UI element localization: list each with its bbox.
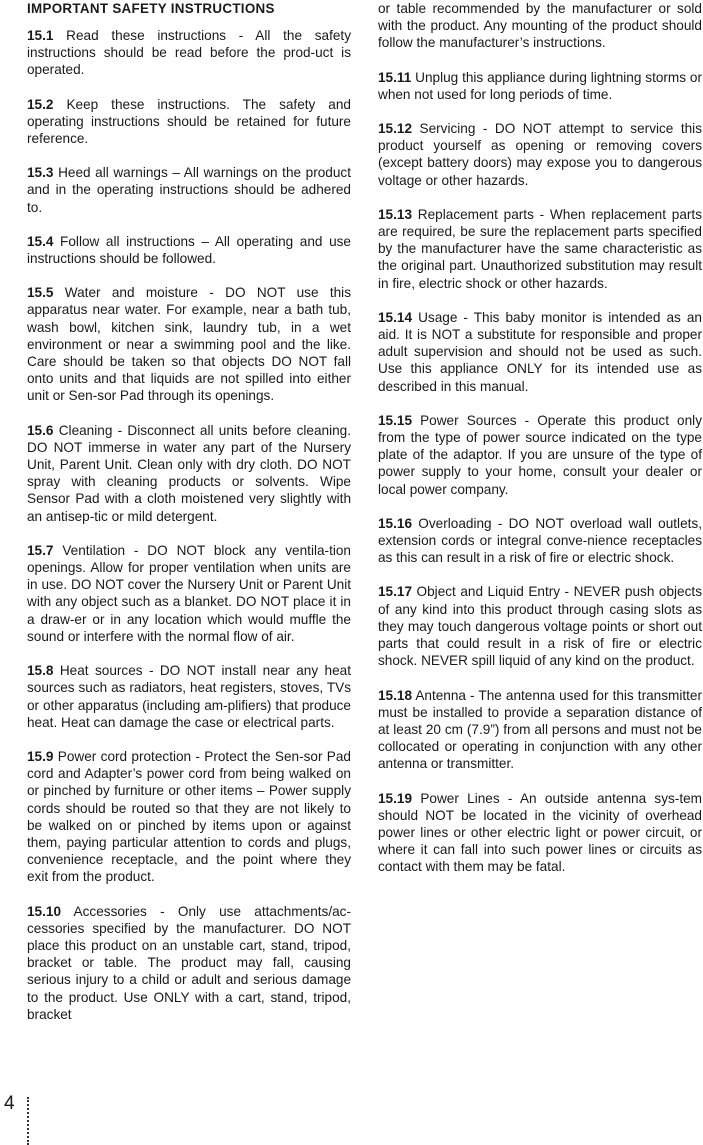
item-text: Usage - This baby monitor is intended as an aid. It is NOT a substitute for responsible and proper adult supervision and should not be used as such. Use this appliance ONLY for its intended use as described in this manual. [378,309,702,394]
item-text: Unplug this appliance during lightning storms or when not used for long periods of time. [378,69,702,102]
item-number: 15.13 [378,206,413,222]
item-text: or table recommended by the manufacturer or sold with the product. Any mounting of the product should follow the manufacturer’s instructions. [378,1,702,51]
instruction-15-7 [27,542,351,645]
instruction-15-11 [378,69,702,103]
item-number: 15.5 [27,285,54,301]
item-text: Heat sources - DO NOT install near any heat sources such as radiators, heat registers, stoves, TVs or other apparatus (including am-plifiers) that produce heat. Heat can damage the case or electrical parts. [27,663,351,730]
item-text: Replacement parts - When replacement parts are required, be sure the replacement parts specified by the manufacturer have the same characteristic as the original part. Unauthorized substitution may result in fire, electric shock or other hazards. [378,206,702,291]
right-column [378,0,702,893]
instruction-15-18 [378,687,702,773]
item-number: 15.12 [378,121,413,137]
instruction-15-16 [378,515,702,567]
item-text: Read these instructions - All the safety instructions should be read before the prod-uct is operated. [27,28,351,78]
item-text: Overloading - DO NOT overload wall outlets, extension cords or integral conve-nience receptacles as this can result in a risk of fire or electric shock. [378,515,702,566]
item-text: Keep these instructions. The safety and operating instructions should be retained for future reference. [27,96,351,147]
item-text: Power cord protection - Protect the Sen-sor Pad cord and Adapter’s power cord from being walked on or pinched by furniture or other items – Power supply cords should be routed so that they are not likely to be walked on or pinched by items upon or against them, paying particular attention to cords and plugs, convenience receptacle, and the point where they exit from the product. [27,748,351,885]
item-number: 15.11 [378,69,412,85]
item-number: 15.19 [378,790,413,806]
instruction-15-10-continued [378,0,702,52]
item-text: Accessories - Only use attachments/ac-cessories specified by the manufacturer. DO NOT place this product on an unstable cart, stand, tripod, bracket or table. The product may fall, causing serious injury to a child or adult and serious damage to the product. Use ONLY with a cart, stand, tripod, bracket [27,903,351,1022]
instruction-15-2 [27,96,351,148]
instruction-15-3 [27,164,351,216]
item-number: 15.10 [27,903,62,919]
left-column [27,0,351,1040]
item-number: 15.1 [27,28,54,43]
instruction-15-15 [378,412,702,498]
item-number: 15.6 [27,422,54,438]
item-text: Servicing - DO NOT attempt to service this product yourself as opening or removing covers (except battery doors) may expose you to dangerous voltage or other hazards. [378,121,702,188]
item-number: 15.18 [378,687,413,703]
instruction-15-10 [27,903,351,1023]
instruction-15-14 [378,309,702,395]
page-heading: IMPORTANT SAFETY INSTRUCTIONS [27,1,275,16]
item-text: Follow all instructions – All operating and use instructions should be followed. [27,233,351,267]
item-number: 15.4 [27,233,54,249]
instruction-15-17 [378,583,702,669]
item-text: Heed all warnings – All warnings on the product and in the operating instructions should be adhered to. [27,165,351,215]
item-text: Water and moisture - DO NOT use this apparatus near water. For example, near a bath tub, wash bowl, kitchen sink, laundry tub, in a wet environment or near a swimming pool and the like. Care should be taken so that objects DO NOT fall onto units and that liquids are not spilled into either unit or Sen-sor Pad through its openings. [27,285,351,404]
item-number: 15.16 [378,515,413,531]
item-text: Antenna - The antenna used for this transmitter must be installed to provide a separation distance of at least 20 cm (7.9”) from all persons and must not be collocated or operating in conjunction with any other antenna or transmitter. [378,687,702,772]
instruction-15-5 [27,284,351,404]
dotted-divider [27,1097,29,1145]
item-number: 15.17 [378,584,413,600]
instruction-15-19 [378,790,702,876]
item-number: 15.14 [378,309,413,325]
item-text: Object and Liquid Entry - NEVER push objects of any kind into this product through casing slots as they may touch dangerous voltage points or short out parts that could result in a risk of fire or electric shock. NEVER spill liquid of any kind on the product. [378,584,702,669]
instruction-15-4 [27,233,351,267]
page-number: 4 [4,1093,15,1114]
instruction-15-12 [378,120,702,189]
item-number: 15.2 [27,96,54,112]
item-text: Power Lines - An outside antenna sys-tem should NOT be located in the vicinity of overhead power lines or other electric light or power circuit, or where it can fall into such power lines or circuits as contact with them may be fatal. [378,790,702,875]
instruction-15-8 [27,662,351,731]
instruction-15-9 [27,748,351,886]
item-number: 15.9 [27,748,54,764]
item-number: 15.8 [27,663,54,679]
instruction-15-13 [378,206,702,292]
item-text: Power Sources - Operate this product only from the type of power source indicated on the type plate of the adaptor. If you are unsure of the type of power supply to your home, consult your dealer or local power company. [378,412,702,497]
item-text: Ventilation - DO NOT block any ventila-tion openings. Allow for proper ventilation when units are in use. DO NOT cover the Nursery Unit or Parent Unit with any object such as a blanket. DO NOT place it in a draw-er or in any location which would muffle the sound or interfere with the normal flow of air. [27,542,351,644]
item-text: Cleaning - Disconnect all units before cleaning. DO NOT immerse in water any part of the Nursery Unit, Parent Unit. Clean only with dry cloth. DO NOT spray with cleaning products or solvents. Wipe Sensor Pad with a cloth moistened very slightly with an antisep-tic or mild detergent. [27,422,351,524]
instruction-15-6 [27,422,351,525]
item-number: 15.3 [27,165,54,181]
instruction-15-1 [27,27,351,79]
item-number: 15.15 [378,412,413,428]
item-number: 15.7 [27,542,54,558]
